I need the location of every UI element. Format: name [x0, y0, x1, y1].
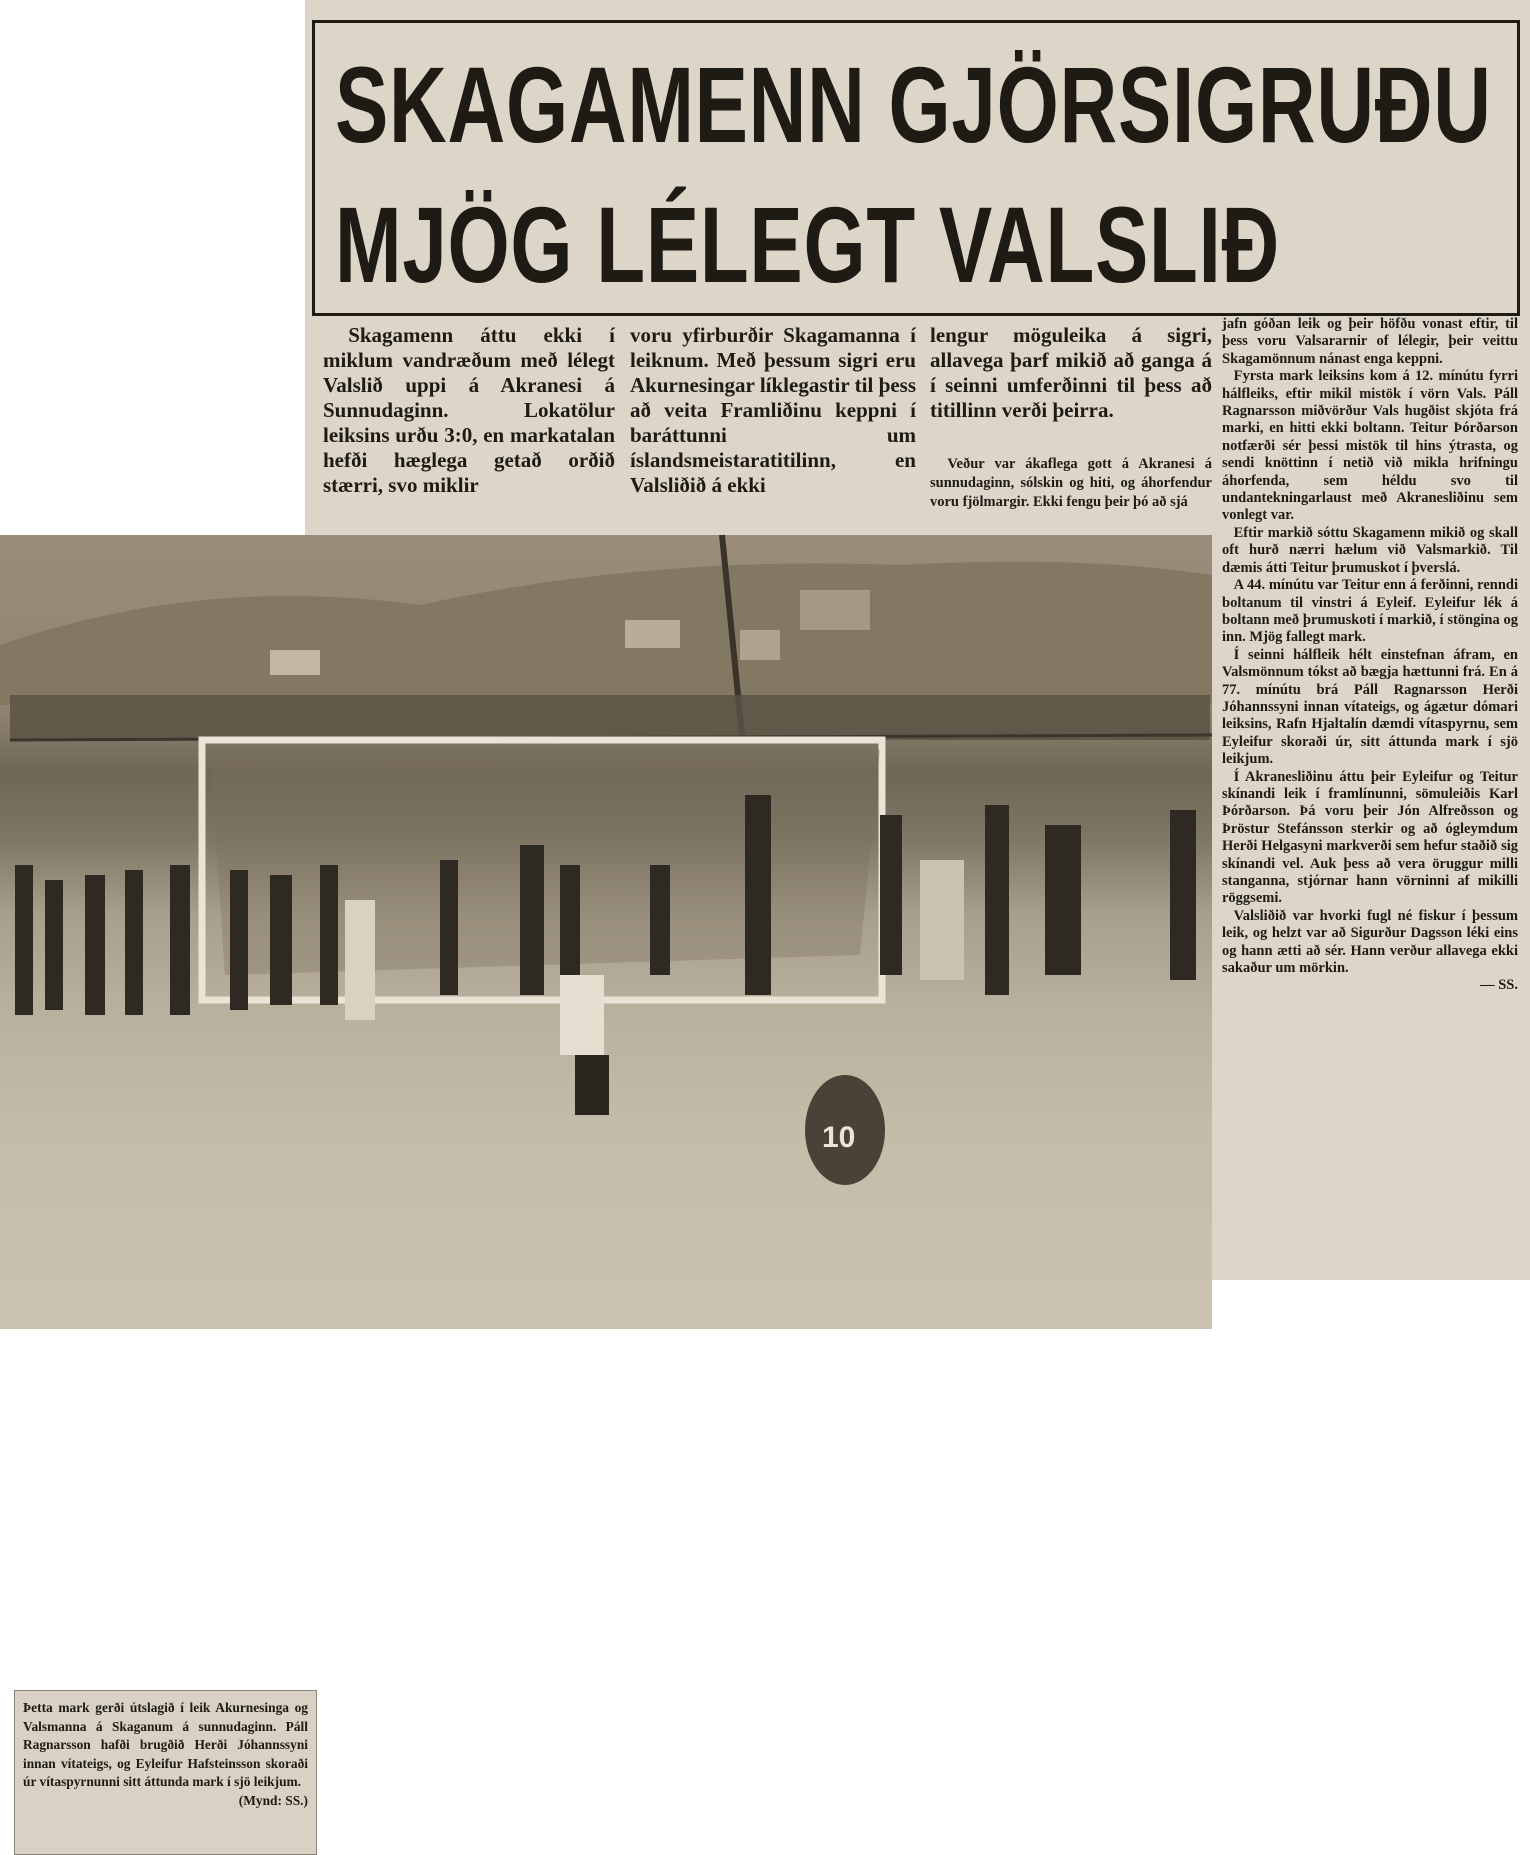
photo-caption-text: Þetta mark gerði útslagið í leik Akurnesinga og Valsmanna á Skaganum á sunnudaginn. Páll Ragnarsson hafði brugðið Herði Jóhannssyni innan vítateigs, og Eyleifur Hafsteinsson skoraði úr vítaspyrnunni sitt áttunda mark í sjö leikjum.	[23, 1700, 308, 1790]
body-paragraph-weather: Veður var ákaflega gott á Akranesi á sunnudaginn, sólskin og hiti, og áhorfendur voru fjölmargir. Ekki fengu þeir þó að sjá	[930, 456, 1212, 510]
building	[740, 630, 780, 660]
goal-net	[210, 750, 880, 975]
body-paragraph: Í Akranesliðinu áttu þeir Eyleifur og Teitur skínandi leik í framlínunni, sömuleiðis Karl Þórðarson. Þá voru þeir Jón Alfreðsson og Þröstur Stefánsson sterkir og að ógleymdum Herði Helgasyni markverði sem hefur staðið sig skínandi vel. Auk þess að vera öruggur milli stanganna, stjórnar hann vörninni af mikilli röggsemi.	[1222, 768, 1518, 907]
lead-column-2	[630, 323, 916, 535]
body-paragraph: A 44. mínútu var Teitur enn á ferðinni, renndi boltanum til vinstri á Eyleif. Eyleifur lék á boltann með þrumuskoti í markið, í stöngina og inn. Mjög fallegt mark.	[1222, 577, 1518, 646]
building	[625, 620, 680, 648]
headline-line-1: SKAGAMENN GJÖRSIGRUÐU	[335, 44, 1492, 165]
body-column-4	[1222, 316, 1518, 1286]
headline-line-2: MJÖG LÉLEGT VALSLIÐ	[335, 184, 1281, 305]
photo-scene	[0, 535, 1212, 1329]
photo-caption	[14, 1690, 317, 1855]
match-photo	[0, 535, 1212, 1808]
grandstand	[10, 695, 1210, 740]
lead-paragraph-1: Skagamenn áttu ekki í miklum vandræðum með lélegt Valslið uppi á Akranesi á Sunnudaginn. Lokatölur leiksins urðu 3:0, en markatalan hefði hæglega getað orðið stærri, svo miklir	[323, 323, 615, 497]
lead-paragraph-2: voru yfirburðir Skagamanna í leiknum. Með þessum sigri eru Akurnesingar líklegastir til þess að veita Framliðinu keppni í baráttunni um íslandsmeistaratitilinn, en Valsliðið á ekki	[630, 323, 916, 497]
lead-column-3	[930, 323, 1212, 453]
lead-column-1	[323, 323, 615, 535]
author-signature: — SS.	[1480, 977, 1518, 994]
body-paragraph: Eftir markið sóttu Skagamenn mikið og skall oft hurð nærri hælum við Valsmarkið. Til dæmis átti Teitur þrumuskot í þverslá.	[1222, 524, 1518, 576]
lead-paragraph-3: lengur möguleika á sigri, allavega þarf mikið að ganga á í seinni umferðinni til þess að titillinn verði þeirra.	[930, 323, 1212, 422]
hillside	[0, 562, 1212, 705]
body-paragraph: jafn góðan leik og þeir höfðu vonast eftir, til þess voru Valsararnir of lélegir, þeir veittu Skagamönnum nánast enga keppni.	[1222, 316, 1518, 367]
body-paragraph: Fyrsta mark leiksins kom á 12. mínútu fyrri hálfleiks, eftir mikil mistök í vörn Vals. Páll Ragnarsson miðvörður Vals hugðist skjóta frá marki, en hitti ekki boltann. Teitur Þórðarson notfærði sér þessi mistök til hins ýtrasta, og sendi knöttinn í netið við mikla hrifningu áhorfenda, sem héldu svo til undantekningarlaust með Akranesliðinu sem vonlegt var.	[1222, 368, 1518, 524]
building	[270, 650, 320, 675]
body-paragraph: Í seinni hálfleik hélt einstefnan áfram, en Valsmönnum tókst að bægja hættunni frá. En á 77. mínútu brá Páll Ragnarsson Herði Jóhannssyni innan vítateigs, og ágætur dómari leiksins, Rafn Hjaltalín dæmdi vítaspyrnu, sem Eyleifur skoraði úr, sitt áttunda mark í sjö leikjum.	[1222, 646, 1518, 768]
building	[800, 590, 870, 630]
headline-box	[312, 20, 1520, 316]
photo-credit: (Mynd: SS.)	[238, 1792, 308, 1808]
body-column-3	[930, 455, 1212, 535]
jersey-number: 10	[822, 1121, 856, 1154]
body-paragraph: Valsliðið var hvorki fugl né fiskur í þessum leik, og helzt var að Sigurður Dagsson léki eins og hann ætti að sér. Hann verður allavega ekki sakaður um mörkin.	[1222, 907, 1518, 977]
